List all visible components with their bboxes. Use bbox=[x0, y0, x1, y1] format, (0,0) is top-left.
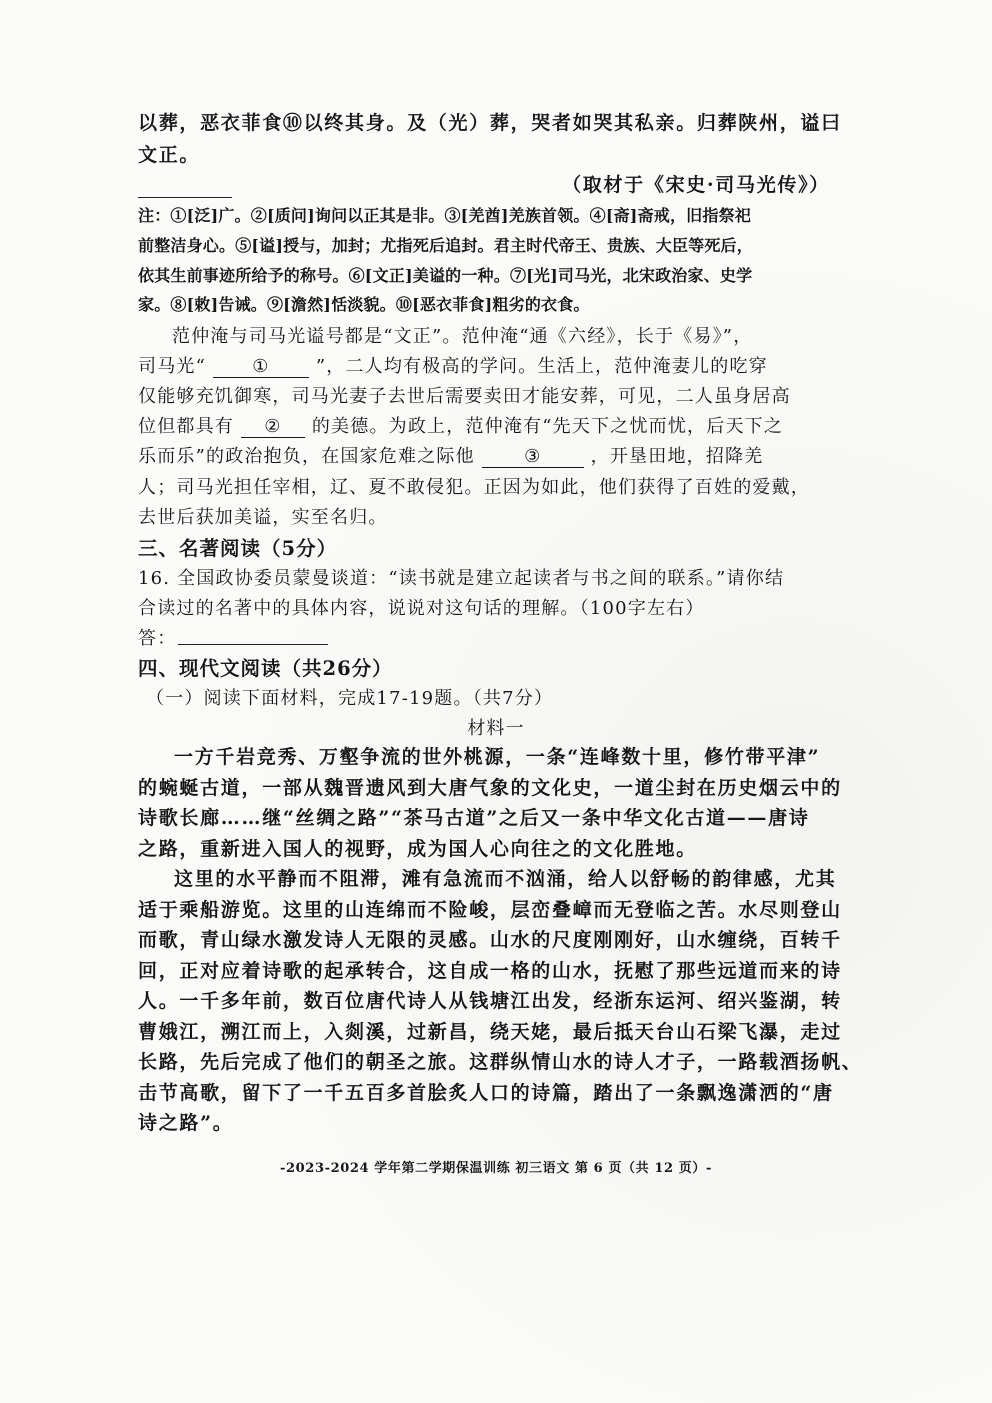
fill-blank-2[interactable]: ② bbox=[241, 418, 305, 438]
material-line: 曹娥江，溯江而上，入剡溪，过新昌，绕天姥，最后抵天台山石梁飞瀑，走过 bbox=[138, 1021, 842, 1043]
notes-divider bbox=[138, 197, 232, 198]
summary-line: 范仲淹与司马光谥号都是“文正”。范仲淹“通《六经》，长于《易》”， bbox=[172, 326, 753, 347]
ancient-text-line: 以葬，恶衣菲食⑩以终其身。及（光）葬，哭者如哭其私亲。归葬陕州，谥曰 bbox=[138, 112, 842, 134]
summary-line bbox=[138, 412, 838, 438]
summary-line bbox=[138, 442, 838, 468]
material-line: 击节高歌，留下了一千五百多首脍炙人口的诗篇，踏出了一条飘逸潇洒的“唐 bbox=[138, 1082, 834, 1104]
answer-label: 答： bbox=[138, 628, 177, 649]
material-line: 回，正对应着诗歌的起承转合，这自成一格的山水，抚慰了那些远道而来的诗 bbox=[138, 960, 842, 982]
material-line: 诗歌长廊……继“丝绸之路”“茶马古道”之后又一条中华文化古道——唐诗 bbox=[138, 807, 810, 829]
section-heading: 四、现代文阅读（共26分） bbox=[138, 657, 393, 680]
summary-line: 人；司马光担任宰相，辽、夏不敢侵犯。正因为如此，他们获得了百姓的爱戴， bbox=[138, 477, 810, 498]
material-line: 一方千岩竞秀、万壑争流的世外桃源，一条“连峰数十里，修竹带平津” bbox=[174, 746, 821, 768]
note-line: 家。⑧[敕]告诫。⑨[澹然]恬淡貌。⑩[恶衣菲食]粗劣的衣食。 bbox=[138, 295, 590, 314]
note-line: 注：①[泛]广。②[质问]询问以正其是非。③[羌酋]羌族首领。④[斋]斋戒，旧指祭祀 bbox=[138, 206, 751, 225]
material-title: 材料一 bbox=[467, 718, 525, 739]
question-16-cont: 合读过的名著中的具体内容，说说对这句话的理解。（100字左右） bbox=[138, 598, 705, 619]
note-line: 依其生前事迹所给予的称号。⑥[文正]美谥的一种。⑦[光]司马光，北宋政治家、史学 bbox=[138, 266, 753, 285]
summary-text: 的美德。为政上，范仲淹有“先天下之忧而忧，后天下之 bbox=[311, 416, 784, 437]
fill-blank-1[interactable]: ① bbox=[213, 358, 309, 378]
summary-text: 位但都具有 bbox=[138, 416, 234, 437]
summary-line: 仅能够充饥御寒，司马光妻子去世后需要卖田才能安葬，可见，二人虽身居高 bbox=[138, 386, 791, 407]
ancient-text-line: 文正。 bbox=[138, 144, 201, 166]
material-line: 长路，先后完成了他们的朝圣之旅。这群纵情山水的诗人才子，一路载酒扬帆、 bbox=[138, 1051, 863, 1073]
summary-line bbox=[138, 352, 838, 378]
summary-text: 乐而乐”的政治抱负，在国家危难之际他 bbox=[138, 446, 475, 467]
source-citation: （取材于《宋史·司马光传》） bbox=[562, 174, 830, 196]
material-line: 诗之路”。 bbox=[138, 1112, 234, 1134]
summary-text: ”，二人均有极高的学问。生活上，范仲淹妻儿的吃穿 bbox=[315, 356, 768, 377]
material-line: 适于乘船游览。这里的山连绵而不险峻，层峦叠嶂而无登临之苦。水尽则登山 bbox=[138, 899, 842, 921]
material-line: 这里的水平静而不阻滞，滩有急流而不汹涌，给人以舒畅的韵律感，尤其 bbox=[174, 868, 837, 890]
fill-blank-3[interactable]: ③ bbox=[482, 448, 584, 468]
answer-input-line[interactable] bbox=[178, 644, 328, 645]
summary-text: ，开垦田地，招降羌 bbox=[590, 446, 764, 467]
page-footer: -2023-2024 学年第二学期保温训练 初三语文 第 6 页（共 12 页）- bbox=[280, 1161, 712, 1176]
note-line: 前整洁身心。⑤[谥]授与，加封；尤指死后追封。君主时代帝王、贵族、大臣等死后， bbox=[138, 236, 753, 255]
question-16: 16. 全国政协委员蒙曼谈道：“读书就是建立起读者与书之间的联系。”请你结 bbox=[138, 568, 785, 589]
summary-text: 司马光“ bbox=[138, 356, 207, 377]
material-line: 人。一千多年前，数百位唐代诗人从钱塘江出发，经浙东运河、绍兴鉴湖，转 bbox=[138, 990, 842, 1012]
answer-row bbox=[138, 624, 838, 650]
summary-line: 去世后获加美谥，实至名归。 bbox=[138, 507, 388, 528]
section-heading: 三、名著阅读（5分） bbox=[138, 537, 338, 560]
material-line: 之路，重新进入国人的视野，成为国人心向往之的文化胜地。 bbox=[138, 838, 697, 860]
material-line: 的蜿蜒古道，一部从魏晋遗风到大唐气象的文化史，一道尘封在历史烟云中的 bbox=[138, 777, 842, 799]
material-line: 而歌，青山绿水激发诗人无限的灵感。山水的尺度刚刚好，山水缠绕，百转千 bbox=[138, 929, 842, 951]
sub-section-instruction: （一）阅读下面材料，完成17-19题。（共7分） bbox=[146, 688, 554, 709]
